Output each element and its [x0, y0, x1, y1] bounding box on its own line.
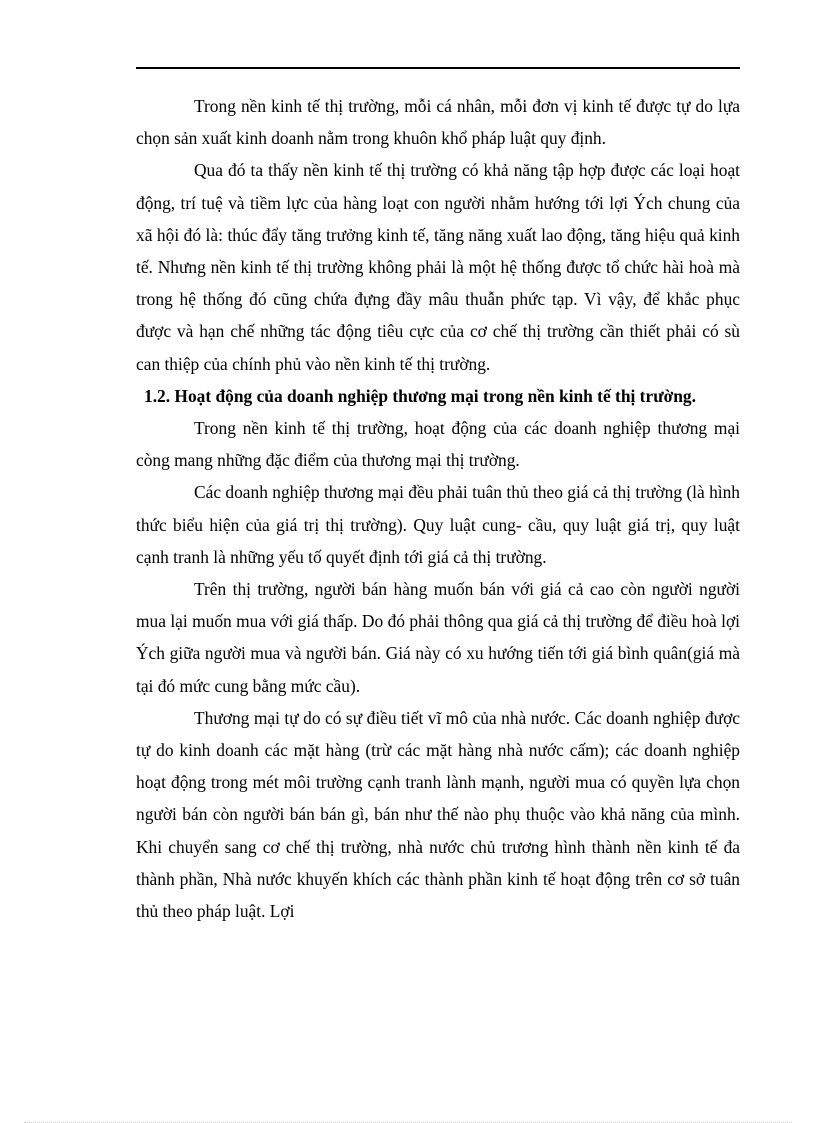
paragraph-freedom-of-business: Trong nền kinh tế thị trường, mỗi cá nhân, mỗi đơn vị kinh tế được tự do lựa chọn sản xuất kinh doanh nằm trong khuôn khổ pháp luật quy định.: [136, 96, 740, 149]
paragraph-free-trade-regulation: Thương mại tự do có sự điều tiết vĩ mô của nhà nước. Các doanh nghiệp được tự do kinh doanh các mặt hàng (trừ các mặt hàng nhà nước cấm); các doanh nghiệp hoạt động trong mét môi trường cạnh tranh lành mạnh, người mua có quyền lựa chọn người bán còn người bán bán gì, bán như thế nào phụ thuộc vào khả năng của mình. Khi chuyển sang cơ chế thị trường, nhà nước chủ trương hình thành nền kinh tế đa thành phần, Nhà nước khuyến khích các thành phần kinh tế hoạt động trên cơ sở tuân thủ theo pháp luật. Lợi: [136, 707, 740, 922]
paragraph-market-economy-benefits: Qua đó ta thấy nền kinh tế thị trường có khả năng tập hợp được các loại hoạt động, trí tuệ và tiềm lực của hàng loạt con người nhằm hướng tới lợi Ých chung của xã hội đó là: thúc đẩy tăng trưởng kinh tế, tăng năng xuất lao động, tăng hiệu quả kinh tế. Nhưng nền kinh tế thị trường không phải là một hệ thống được tổ chức hài hoà mà trong hệ thống đó cũng chứa đựng đầy mâu thuẫn phức tạp. Vì vậy, để khắc phục được và hạn chế những tác động tiêu cực của cơ chế thị trường cần thiết phải có sù can thiệp của chính phủ vào nền kinh tế thị trường.: [136, 160, 740, 374]
paragraph-buyer-seller-price: Trên thị trường, người bán hàng muốn bán với giá cả cao còn người người mua lại muốn mua với giá thấp. Do đó phải thông qua giá cả thị trường để điều hoà lợi Ých giữa người mua và người bán. Giá này có xu hướng tiến tới giá bình quân(giá mà tại đó mức cung bằng mức cầu).: [136, 579, 740, 696]
header-rule: [136, 67, 740, 69]
paragraph-enterprise-characteristics: Trong nền kinh tế thị trường, hoạt động của các doanh nghiệp thương mại còng mang những đặc điểm của thương mại thị trường.: [136, 418, 740, 471]
paragraph-market-price-compliance: Các doanh nghiệp thương mại đều phải tuân thủ theo giá cả thị trường (là hình thức biểu hiện của giá trị thị trường). Quy luật cung- cầu, quy luật giá trị, quy luật cạnh tranh là những yếu tố quyết định tới giá cả thị trường.: [136, 482, 740, 567]
body-text: [136, 90, 740, 927]
section-heading-1-2: 1.2. Hoạt động của doanh nghiệp thương mại trong nền kinh tế thị trường.: [144, 385, 696, 406]
